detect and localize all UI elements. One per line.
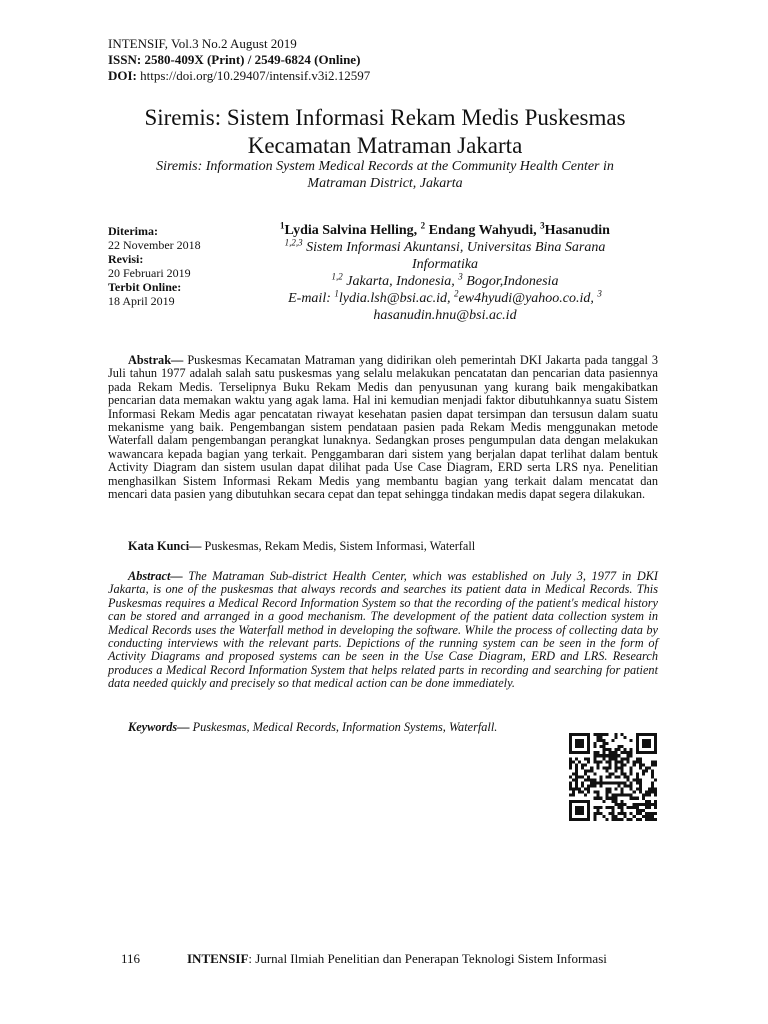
email-link-2[interactable]: ew4hyudi@yahoo.co.id, (458, 291, 594, 306)
online-date: 18 April 2019 (108, 294, 175, 308)
qr-code-icon (569, 733, 657, 821)
author-location: $^{1,2}$ Jakarta, Indonesia, $^3$ Bogor,Indonesia (331, 271, 559, 289)
publication-dates (108, 224, 248, 308)
kata-kunci (128, 539, 475, 553)
paper-title: Siremis: Sistem Informasi Rekam Medis Puskesmas Kecamatan Matraman Jakarta (144, 105, 626, 158)
received-label: Diterima: (108, 224, 158, 238)
keywords-text: Puskesmas, Medical Records, Information Systems, Waterfall. (192, 720, 498, 734)
revised-label: Revisi: (108, 252, 144, 266)
revised-date: 20 Februari 2019 (108, 266, 191, 280)
keywords-label: Keywords— (128, 720, 190, 734)
page-footer (121, 951, 607, 967)
abstract-label: Abstract— (128, 569, 183, 583)
kata-kunci-text: Puskesmas, Rekam Medis, Sistem Informasi, Waterfall (204, 539, 476, 553)
footer-journal-desc: : Jurnal Ilmiah Penelitian dan Penerapan Teknologi Sistem Informasi (248, 951, 607, 966)
issn-line: ISSN: 2580-409X (Print) / 2549-6824 (Online) (108, 52, 361, 67)
journal-header (108, 36, 370, 84)
abstract-paragraph (108, 570, 658, 691)
email-link-3[interactable]: hasanudin.hnu@bsi.ac.id (373, 308, 517, 323)
doi-line (108, 68, 370, 84)
author-emails: E-mail: $^1$lydia.lsh@bsi.ac.id, $^2$ew4hyudi@yahoo.co.id, $^3$ hasanudin.hnu@bsi.ac.id (288, 288, 602, 323)
abstrak-paragraph (108, 354, 658, 501)
online-label: Terbit Online: (108, 280, 182, 294)
doi-link[interactable]: https://doi.org/10.29407/intensif.v3i2.12597 (140, 68, 371, 83)
page-number: 116 (121, 951, 141, 966)
paper-subtitle: Siremis: Information System Medical Records at the Community Health Center in Matraman District, Jakarta (156, 159, 614, 191)
author-names: $^1$Lydia Salvina Helling, $^2$ Endang Wahyudi, $^3$Hasanudin (280, 220, 610, 238)
footer-journal-name: INTENSIF (187, 951, 249, 966)
author-affiliation: $^{1,2,3}$ Sistem Informasi Akuntansi, Universitas Bina Sarana Informatika (284, 237, 606, 272)
email-link-1[interactable]: lydia.lsh@bsi.ac.id, (338, 291, 451, 306)
abstrak-text: Puskesmas Kecamatan Matraman yang didirikan oleh pemerintah DKI Jakarta pada tanggal 3 Juli tahun 1977 adalah salah satu puskesmas yang selalu melakukan pencatatan dan pencarian data pasiennya pada Rekam Medis. Terselipnya Buku Rekam Medis dan penyusunan yang kurang baik mengakibatkan pencarian data memakan waktu yang agak lama. Hal ini kemudian menjadi faktor dibutuhkannya suatu Sistem Informasi Rekam Medis agar pencatatan riwayat kesehatan pasien dapat tersimpan dan tersusun dalam suatu mekanisme yang baik. Pengembangan sistem pendataan pasien pada Rekam Medis menggunakan metode Waterfall dalam pengembangan perangkat lunaknya. Sedangkan proses pengumpulan data dengan melakukan wawancara kepada bagian yang terkait. Penggambaran dari sistem yang berjalan dapat terlihat dalam bentuk Activity Diagram dan sistem usulan dapat dilihat pada Use Case Diagram, ERD serta LRS nya. Penelitian menghasilkan Sistem Informasi Rekam Medis yang membantu bagian yang terkait dalam mencatat dan mencari data pasien yang dibutuhkan secara cepat dan tepat sehingga tindakan medis dapat segera dilakukan. (108, 353, 659, 502)
doi-label: DOI: (108, 68, 137, 83)
author-block (250, 222, 640, 324)
received-date: 22 November 2018 (108, 238, 201, 252)
journal-volume-line: INTENSIF, Vol.3 No.2 August 2019 (108, 36, 297, 51)
kata-kunci-label: Kata Kunci— (128, 539, 202, 553)
abstract-text: The Matraman Sub-district Health Center, which was established on July 3, 1977 in DKI Jakarta, is one of the puskesmas that always records and searches its patient data in Medical Records. This Puskesmas requires a Medical Record Information System so that the recording of the patient's medical history can be stored and arranged in a good mechanism. The development of the patient data collection system in Medical Records uses the Waterfall method in developing the software. While the process of collecting data by conducting interviews with the relevant parts. Depictions of the running system can be seen in the form of Activity Diagrams and proposed systems can be seen in the Use Case Diagram, ERD and LRS. Research produces a Medical Record Information System that helps related parts in recording and searching for patient data needed quickly and precisely so that medical action can be done immediately. (108, 569, 658, 691)
keywords (128, 720, 497, 734)
abstrak-label: Abstrak— (128, 353, 184, 367)
